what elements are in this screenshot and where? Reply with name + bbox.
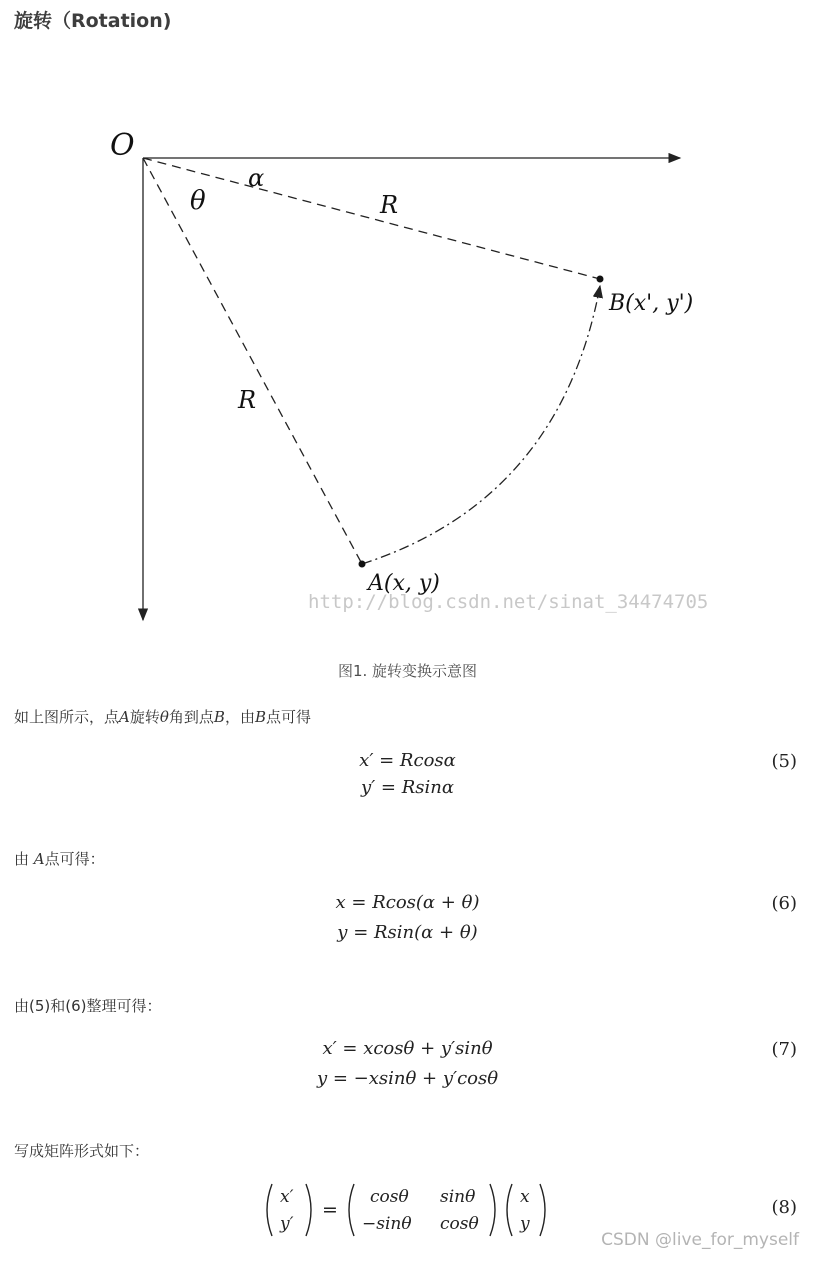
math-var: B bbox=[213, 708, 225, 726]
point-b-dot bbox=[597, 276, 604, 283]
eq6-line1: x = Rcos(α + θ) bbox=[335, 892, 480, 913]
rhs-bottom: y bbox=[520, 1214, 530, 1234]
alpha-label: α bbox=[248, 164, 265, 192]
text-run: 如上图所示，点 bbox=[14, 708, 120, 726]
eq5-number: (5) bbox=[771, 751, 797, 772]
rhs-top: x bbox=[520, 1187, 530, 1207]
paragraph-combine: 由(5)和(6)整理可得： bbox=[14, 997, 162, 1015]
math-var: A bbox=[33, 850, 45, 868]
matrix-m21: −sinθ bbox=[362, 1214, 412, 1234]
radius-label-top: R bbox=[380, 191, 399, 219]
page-watermark: CSDN @live_for_myself bbox=[601, 1230, 799, 1250]
eq7-number: (7) bbox=[771, 1039, 797, 1060]
matrix-m22: cosθ bbox=[440, 1214, 479, 1234]
point-a-dot bbox=[359, 561, 366, 568]
text-run: 点可得： bbox=[44, 850, 105, 868]
eq6-line2: y = Rsin(α + θ) bbox=[337, 922, 478, 943]
eq5-line2: y′ = Rsinα bbox=[360, 777, 455, 798]
figure-caption: 图1. 旋转变换示意图 bbox=[337, 662, 478, 680]
eq8-number: (8) bbox=[771, 1197, 797, 1218]
math-var: θ bbox=[159, 708, 169, 726]
text-run: ，由 bbox=[224, 708, 255, 726]
matrix-m11: cosθ bbox=[370, 1187, 409, 1207]
section-heading: 旋转（Rotation) bbox=[14, 10, 172, 32]
matrix-right-paren bbox=[490, 1184, 495, 1236]
text-run: 角到点 bbox=[168, 708, 214, 726]
eq6-number: (6) bbox=[771, 893, 797, 914]
rotation-arc bbox=[362, 286, 600, 564]
text-run: 点可得 bbox=[266, 708, 312, 726]
origin-label: O bbox=[110, 128, 135, 163]
matrix-equation bbox=[262, 1180, 562, 1240]
matrix-m12: sinθ bbox=[440, 1187, 476, 1207]
text-run: 旋转 bbox=[129, 708, 160, 726]
rhs-left-paren bbox=[507, 1184, 512, 1236]
paragraph-matrix: 写成矩阵形式如下： bbox=[14, 1142, 150, 1160]
point-b-label: B(x', y') bbox=[609, 291, 694, 316]
lhs-left-paren bbox=[267, 1184, 272, 1236]
eq5-line1: x′ = Rcosα bbox=[359, 750, 456, 771]
point-a-label: A(x, y) bbox=[368, 571, 440, 596]
image-watermark: http://blog.csdn.net/sinat_34474705 bbox=[308, 591, 709, 613]
paragraph-a bbox=[14, 848, 105, 869]
math-var: B bbox=[254, 708, 266, 726]
matrix-left-paren bbox=[349, 1184, 354, 1236]
equals-sign: = bbox=[322, 1199, 338, 1221]
radius-to-a bbox=[143, 158, 362, 564]
theta-label: θ bbox=[190, 186, 206, 216]
text-run: 由 bbox=[14, 850, 34, 868]
eq7-line1: x′ = xcosθ + y′sinθ bbox=[322, 1038, 493, 1059]
radius-label-left: R bbox=[238, 386, 257, 414]
math-var: A bbox=[119, 708, 130, 726]
paragraph-intro bbox=[14, 706, 311, 727]
eq7-line2: y = −xsinθ + y′cosθ bbox=[316, 1068, 499, 1089]
lhs-bottom: y′ bbox=[280, 1214, 294, 1234]
radius-to-b bbox=[143, 158, 600, 279]
lhs-top: x′ bbox=[280, 1187, 294, 1207]
lhs-right-paren bbox=[306, 1184, 311, 1236]
rhs-right-paren bbox=[540, 1184, 545, 1236]
